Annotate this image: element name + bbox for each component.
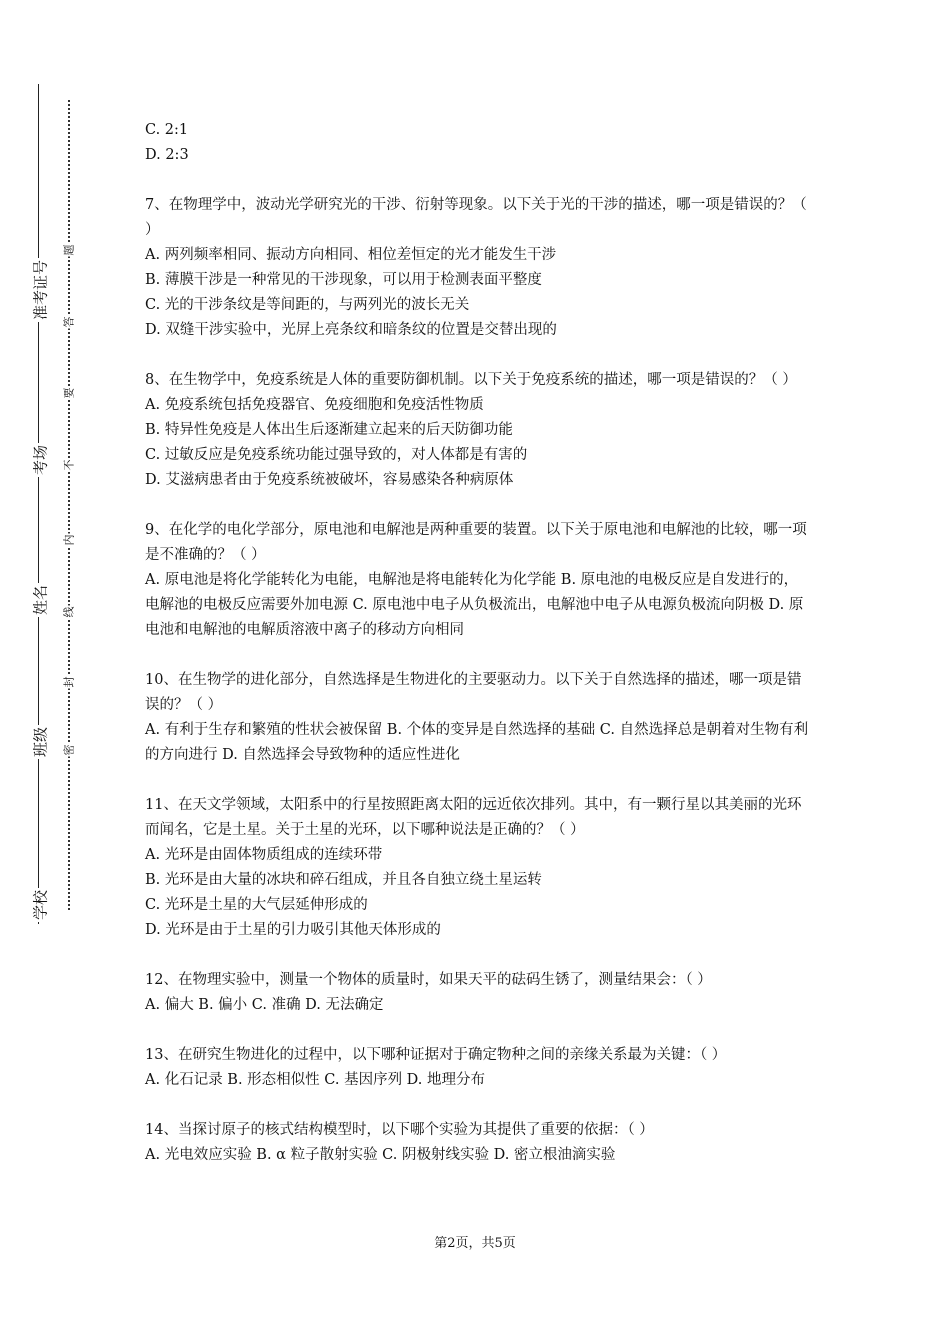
admission-number-field-label: 准考证号 bbox=[31, 259, 50, 321]
option: C. 过敏反应是免疫系统功能过强导致的，对人体都是有害的 bbox=[145, 447, 528, 463]
question-stem: 13、在研究生物进化的过程中，以下哪种证据对于确定物种之间的亲缘关系最为关键：（ ） bbox=[145, 1047, 727, 1063]
question-7 bbox=[145, 193, 810, 343]
option: A. 化石记录 B. 形态相似性 C. 基因序列 D. 地理分布 bbox=[145, 1072, 486, 1088]
seal-char: 内 bbox=[62, 534, 76, 546]
option: A. 有利于生存和繁殖的性状会被保留 B. 个体的变异是自然选择的基础 C. 自然选择总是朝着对生物有利的方向进行 D. 自然选择会导致物种的适应性进化 bbox=[145, 722, 809, 763]
question-stem: 8、在生物学中，免疫系统是人体的重要防御机制。以下关于免疫系统的描述，哪一项是错误的？（ ） bbox=[145, 372, 797, 388]
option: A. 光电效应实验 B. α 粒子散射实验 C. 阴极射线实验 D. 密立根油滴实验 bbox=[145, 1147, 616, 1163]
question-12 bbox=[145, 968, 810, 1018]
seal-char: 密 bbox=[62, 744, 76, 756]
option: B. 特异性免疫是人体出生后逐渐建立起来的后天防御功能 bbox=[145, 422, 513, 438]
class-field-label: 班级 bbox=[31, 726, 50, 758]
option: B. 光环是由大量的冰块和碎石组成，并且各自独立绕土星运转 bbox=[145, 872, 542, 888]
question-8 bbox=[145, 368, 810, 493]
seal-char: 线 bbox=[62, 606, 76, 618]
binding-dotted-line bbox=[68, 100, 70, 910]
option: D. 双缝干涉实验中，光屏上亮条纹和暗条纹的位置是交替出现的 bbox=[145, 322, 557, 338]
binding-solid-line bbox=[38, 84, 39, 924]
option: A. 偏大 B. 偏小 C. 准确 D. 无法确定 bbox=[145, 997, 384, 1013]
binding-margin bbox=[0, 0, 120, 1344]
name-field-label: 姓名 bbox=[31, 584, 50, 616]
exam-room-field-label: 考场 bbox=[31, 444, 50, 476]
question-11 bbox=[145, 793, 810, 943]
question-stem: 14、当探讨原子的核式结构模型时，以下哪个实验为其提供了重要的依据：（ ） bbox=[145, 1122, 654, 1138]
question-stem: 7、在物理学中，波动光学研究光的干涉、衍射等现象。以下关于光的干涉的描述，哪一项是错误的？（ ） bbox=[145, 197, 807, 238]
option: A. 免疫系统包括免疫器官、免疫细胞和免疫活性物质 bbox=[145, 397, 484, 413]
question-stem: 10、在生物学的进化部分，自然选择是生物进化的主要驱动力。以下关于自然选择的描述，哪一项是错误的？（ ） bbox=[145, 672, 802, 713]
option: C. 光的干涉条纹是等间距的，与两列光的波长无关 bbox=[145, 297, 470, 313]
question-10 bbox=[145, 668, 810, 768]
page-footer: 第2页，共5页 bbox=[434, 1236, 516, 1251]
seal-char: 封 bbox=[62, 676, 76, 688]
school-field-label: 学校 bbox=[31, 889, 50, 921]
seal-char: 题 bbox=[62, 244, 76, 256]
option: C. 光环是土星的大气层延伸形成的 bbox=[145, 897, 368, 913]
question-13 bbox=[145, 1043, 810, 1093]
option: D. 2:3 bbox=[145, 147, 189, 163]
seal-char: 不 bbox=[62, 459, 76, 471]
option: A. 原电池是将化学能转化为电能，电解池是将电能转化为化学能 B. 原电池的电极反应是自发进行的，电解池的电极反应需要外加电源 C. 原电池中电子从负极流出，电解池中电子从电源负极流向阴极 D. 原电池和电解池的电解质溶液中离子的移动方向相同 bbox=[145, 572, 804, 638]
option: D. 光环是由于土星的引力吸引其他天体形成的 bbox=[145, 922, 441, 938]
question-list bbox=[145, 118, 810, 1168]
question-6-continued bbox=[145, 118, 810, 168]
question-14 bbox=[145, 1118, 810, 1168]
seal-char: 要 bbox=[62, 387, 76, 399]
question-stem: 9、在化学的电化学部分，原电池和电解池是两种重要的装置。以下关于原电池和电解池的比较，哪一项是不准确的？（ ） bbox=[145, 522, 807, 563]
option: C. 2:1 bbox=[145, 122, 189, 138]
option: A. 两列频率相同、振动方向相同、相位差恒定的光才能发生干涉 bbox=[145, 247, 557, 263]
option: A. 光环是由固体物质组成的连续环带 bbox=[145, 847, 383, 863]
question-stem: 11、在天文学领域，太阳系中的行星按照距离太阳的远近依次排列。其中，有一颗行星以其美丽的光环而闻名，它是土星。关于土星的光环，以下哪种说法是正确的？（ ） bbox=[145, 797, 802, 838]
seal-char: 答 bbox=[62, 316, 76, 328]
option: D. 艾滋病患者由于免疫系统被破坏，容易感染各种病原体 bbox=[145, 472, 514, 488]
question-stem: 12、在物理实验中，测量一个物体的质量时，如果天平的砝码生锈了，测量结果会：（ ） bbox=[145, 972, 712, 988]
option: B. 薄膜干涉是一种常见的干涉现象，可以用于检测表面平整度 bbox=[145, 272, 542, 288]
question-9 bbox=[145, 518, 810, 643]
